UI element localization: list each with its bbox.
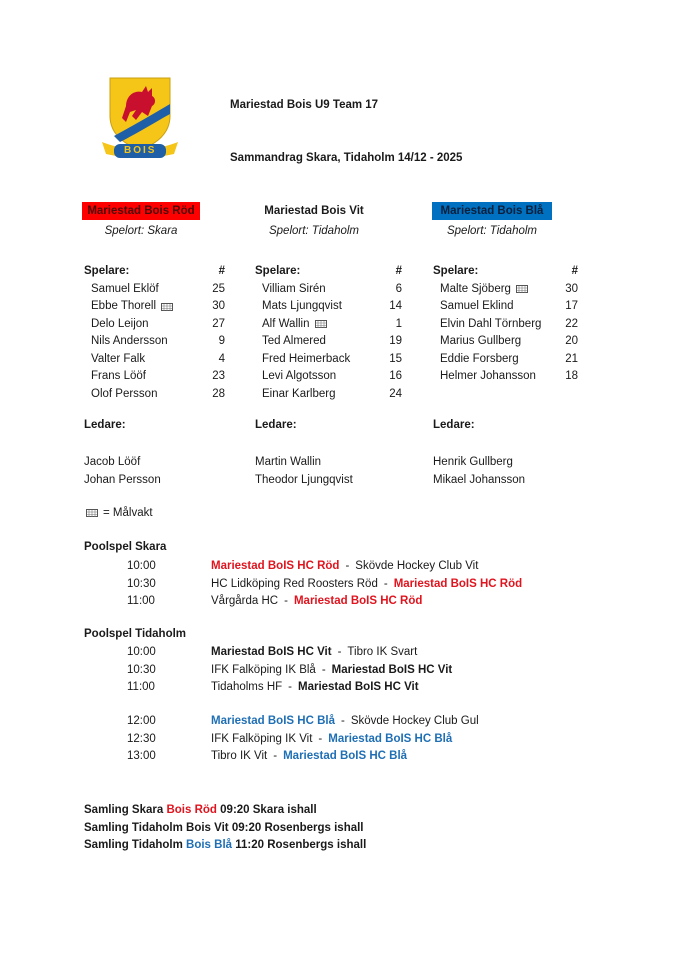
number-label: #	[571, 265, 578, 277]
leaders-bla	[433, 454, 525, 489]
match-home: IFK Falköping IK Blå	[211, 663, 316, 676]
player-row	[255, 368, 402, 386]
match-separator: -	[383, 577, 388, 590]
player-number: 17	[565, 300, 578, 312]
player-name: Samuel Eklind	[440, 300, 514, 312]
meetup-prefix: Samling Tidaholm	[84, 839, 187, 851]
leader-name: Martin Wallin	[255, 456, 322, 468]
player-row	[84, 351, 225, 369]
goal-net-icon	[161, 303, 173, 311]
match-separator: -	[318, 732, 323, 745]
match-home: IFK Falköping IK Vit	[211, 732, 313, 745]
player-row	[84, 368, 225, 386]
player-name: Delo Leijon	[91, 317, 149, 330]
team-header-rod: Mariestad Bois Röd	[82, 202, 200, 220]
pool-title-skara: Poolspel Skara	[84, 541, 167, 553]
player-number: 21	[565, 352, 578, 365]
players-label: Spelare:	[255, 265, 301, 277]
match-home: HC Lidköping Red Roosters Röd	[211, 577, 378, 590]
player-name: Elvin Dahl Törnberg	[440, 317, 542, 330]
goalie-legend	[86, 507, 153, 519]
player-number: 25	[212, 282, 225, 295]
player-name: Villiam Sirén	[262, 282, 326, 295]
player-name: Valter Falk	[91, 352, 146, 365]
player-number: 9	[218, 335, 225, 347]
roster-vit	[255, 263, 402, 403]
player-name	[433, 281, 528, 299]
meetup-suffix: 09:20 Rosenbergs ishall	[228, 821, 364, 834]
pool-tidaholm-matches-bla	[84, 713, 479, 766]
goal-net-icon	[516, 285, 528, 293]
number-label: #	[218, 265, 225, 277]
player-row	[255, 351, 402, 369]
match-row	[84, 713, 479, 731]
document-title: Mariestad Bois U9 Team 17	[230, 99, 379, 111]
players-label: Spelare:	[84, 265, 130, 277]
player-number: 18	[565, 370, 578, 382]
match-time: 10:30	[127, 663, 156, 676]
match-time: 12:30	[127, 732, 156, 745]
match-separator: -	[345, 560, 350, 572]
match-row	[84, 662, 452, 680]
roster-header	[433, 263, 578, 281]
meetup-suffix: 09:20 Skara ishall	[216, 804, 317, 816]
leader-name: Mikael Johansson	[433, 473, 526, 486]
player-number: 20	[565, 335, 578, 347]
player-name-text: Alf Wallin	[262, 317, 310, 330]
match-home: Tibro IK Vit	[211, 750, 268, 762]
match-separator: -	[288, 681, 292, 693]
club-logo	[102, 76, 178, 160]
meetup-line	[84, 802, 366, 820]
player-row	[84, 386, 225, 404]
match-separator: -	[321, 663, 326, 676]
match-row	[84, 576, 522, 594]
match-time: 10:00	[127, 560, 156, 572]
player-number: 15	[389, 352, 402, 365]
player-name	[84, 298, 173, 316]
player-number: 23	[212, 370, 225, 382]
team-header-bla: Mariestad Bois Blå	[432, 202, 552, 220]
match-away: Mariestad BoIS HC Blå	[328, 732, 453, 745]
document-subtitle: Sammandrag Skara, Tidaholm 14/12 - 2025	[230, 152, 463, 164]
match-home: Mariestad BoIS HC Vit	[211, 646, 332, 658]
players-label: Spelare:	[433, 265, 479, 277]
meetup-line	[84, 820, 366, 838]
leader-name: Jacob Lööf	[84, 456, 141, 468]
player-number: 30	[212, 300, 225, 312]
match-time: 12:00	[127, 715, 156, 727]
team-header-vit: Mariestad Bois Vit	[264, 205, 364, 217]
legend-text: = Målvakt	[103, 507, 153, 519]
pool-tidaholm-matches-vit	[84, 644, 452, 697]
leaders-label-bla: Ledare:	[433, 419, 475, 431]
player-number: 30	[565, 282, 578, 295]
player-row	[255, 333, 402, 351]
player-number: 4	[218, 352, 225, 365]
player-number: 19	[389, 335, 402, 347]
player-number: 28	[212, 387, 225, 400]
leaders-label-vit: Ledare:	[255, 419, 297, 431]
match-home: Tidaholms HF	[211, 681, 283, 693]
player-number: 27	[212, 317, 225, 330]
player-row	[433, 333, 578, 351]
roster-bla	[433, 263, 578, 386]
player-row	[255, 281, 402, 299]
spelort-vit: Spelort: Tidaholm	[268, 225, 360, 237]
meetup-line	[84, 837, 366, 855]
match-away: Mariestad BoIS HC Röd	[293, 595, 423, 607]
match-away: Mariestad BoIS HC Röd	[393, 577, 523, 590]
player-row	[84, 316, 225, 334]
match-time: 10:30	[127, 577, 156, 590]
logo-text: BOIS	[124, 145, 157, 156]
player-name: Marius Gullberg	[440, 335, 522, 347]
player-name: Eddie Forsberg	[440, 352, 519, 365]
player-number: 1	[395, 317, 402, 330]
player-row	[433, 281, 578, 299]
match-away: Mariestad BoIS HC Vit	[331, 663, 453, 676]
player-number: 16	[389, 370, 402, 382]
player-name: Einar Karlberg	[262, 387, 336, 400]
player-row	[433, 298, 578, 316]
player-name: Frans Lööf	[91, 370, 146, 382]
match-row	[84, 593, 522, 611]
player-name: Helmer Johansson	[440, 370, 536, 382]
match-time: 10:00	[127, 646, 156, 658]
player-name-text: Malte Sjöberg	[440, 282, 511, 295]
match-away: Skövde Hockey Club Vit	[355, 560, 479, 572]
player-name: Ted Almered	[262, 335, 326, 347]
match-row	[84, 731, 479, 749]
goal-net-icon	[86, 509, 98, 517]
player-number: 24	[389, 387, 402, 400]
leader-name: Henrik Gullberg	[433, 456, 513, 468]
meetup-team: Bois Vit	[186, 821, 229, 834]
meetup-prefix: Samling Tidaholm	[84, 821, 187, 834]
leaders-rod	[84, 454, 161, 489]
match-row	[84, 644, 452, 662]
player-name: Nils Andersson	[91, 335, 168, 347]
pool-title-tidaholm: Poolspel Tidaholm	[84, 628, 187, 640]
match-home: Mariestad BoIS HC Röd	[211, 560, 340, 572]
leaders-label-rod: Ledare:	[84, 419, 126, 431]
player-number: 14	[389, 300, 402, 312]
player-row	[255, 386, 402, 404]
player-row	[84, 281, 225, 299]
leaders-vit	[255, 454, 353, 489]
match-separator: -	[340, 715, 345, 727]
player-name: Samuel Eklöf	[91, 282, 159, 295]
player-name	[255, 316, 327, 334]
match-away: Skövde Hockey Club Gul	[350, 715, 479, 727]
player-name: Fred Heimerback	[262, 352, 351, 365]
player-row	[84, 333, 225, 351]
pool-skara-matches	[84, 558, 522, 611]
match-separator: -	[337, 646, 342, 658]
roster-rod	[84, 263, 225, 403]
player-name-text: Ebbe Thorell	[91, 300, 156, 312]
meetup-suffix: 11:20 Rosenbergs ishall	[232, 839, 367, 851]
goal-net-icon	[315, 320, 327, 328]
player-row	[84, 298, 225, 316]
player-row	[255, 298, 402, 316]
player-row	[433, 351, 578, 369]
match-separator: -	[273, 750, 278, 762]
meetup-info	[84, 802, 366, 855]
match-row	[84, 679, 452, 697]
meetup-team: Bois Röd	[166, 804, 217, 816]
number-label: #	[395, 265, 402, 277]
match-row	[84, 558, 522, 576]
roster-header	[84, 263, 225, 281]
leader-name: Theodor Ljungqvist	[255, 473, 353, 486]
player-row	[255, 316, 402, 334]
meetup-team: Bois Blå	[186, 839, 233, 851]
player-name: Levi Algotsson	[262, 370, 337, 382]
match-time: 13:00	[127, 750, 156, 762]
player-number: 6	[395, 282, 402, 295]
match-row	[84, 748, 479, 766]
match-time: 11:00	[127, 681, 155, 693]
match-home: Mariestad BoIS HC Blå	[211, 715, 335, 727]
meetup-prefix: Samling Skara	[84, 804, 167, 816]
match-away: Tibro IK Svart	[347, 646, 418, 658]
roster-header	[255, 263, 402, 281]
match-away: Mariestad BoIS HC Vit	[298, 681, 419, 693]
leader-name: Johan Persson	[84, 473, 161, 486]
spelort-bla: Spelort: Tidaholm	[446, 225, 538, 237]
player-row	[433, 368, 578, 386]
match-home: Vårgårda HC	[211, 595, 279, 607]
spelort-rod: Spelort: Skara	[104, 225, 178, 237]
player-row	[433, 316, 578, 334]
match-time: 11:00	[127, 595, 155, 607]
player-name: Olof Persson	[91, 387, 158, 400]
player-number: 22	[565, 317, 578, 330]
match-away: Mariestad BoIS HC Blå	[283, 750, 408, 762]
match-separator: -	[284, 595, 288, 607]
player-name: Mats Ljungqvist	[262, 300, 342, 312]
